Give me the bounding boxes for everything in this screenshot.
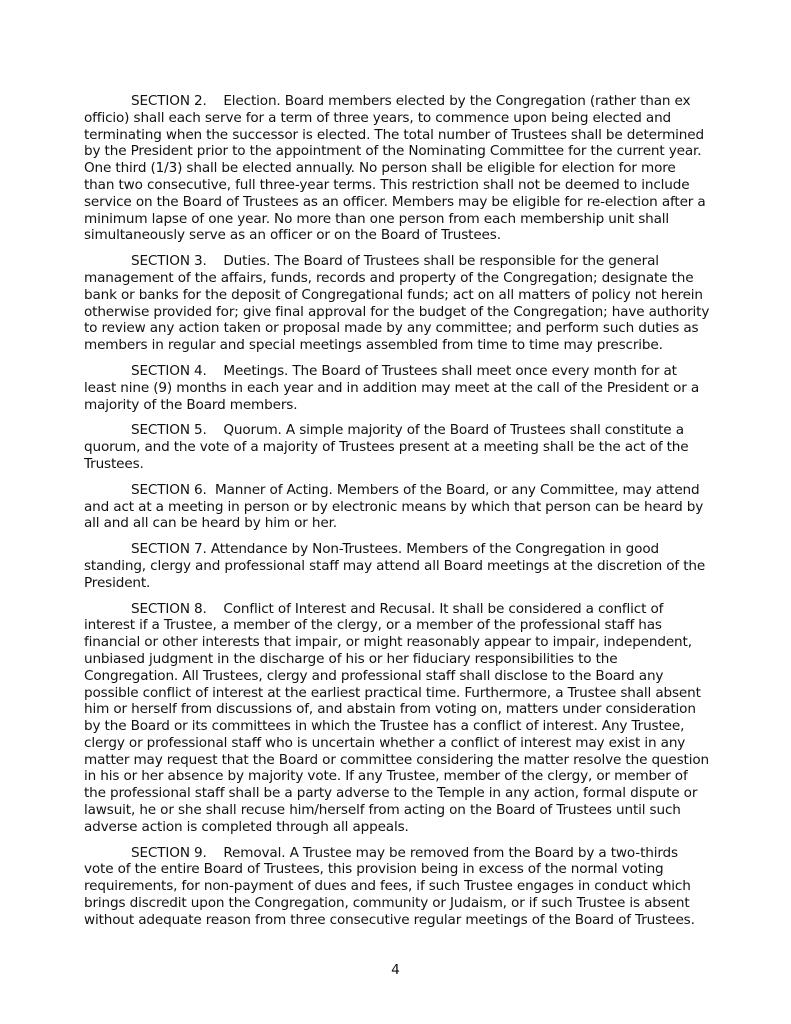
section-4-paragraph: [84, 363, 710, 413]
section-7-paragraph: [84, 541, 710, 591]
section-9-heading: SECTION 9. Removal.: [131, 844, 286, 861]
section-2-heading: SECTION 2. Election.: [131, 93, 281, 109]
section-3-paragraph: [84, 253, 710, 354]
section-6-heading: SECTION 6. Manner of Acting.: [131, 481, 333, 498]
section-3-text: The Board of Trustees shall be responsible for the general management of the affairs, funds, records and property of the Congregation; designate the bank or banks for the deposit of Congregational funds; act on all matters of policy not herein otherwise provided for; give final approval for the budget of the Congregation; have authority to review any action taken or proposal made by any committee; and perform such duties as members in regular and special meetings assembled from time to time may prescribe.: [84, 253, 710, 354]
section-2-text: Board members elected by the Congregation (rather than ex officio) shall each serve for a term of three years, to commence upon being elected and terminating when the successor is elected. The total number of Trustees shall be determined by the President prior to the appointment of the Nominating Committee for the current year. One third (1/3) shall be elected annually. No person shall be eligible for election for more than two consecutive, full three-year terms. This restriction shall not be deemed to include service on the Board of Trustees as an officer. Members may be eligible for re-election after a minimum lapse of one year. No more than one person from each membership unit shall simultaneously serve as an officer or on the Board of Trustees.: [84, 93, 706, 244]
section-6-text: Members of the Board, or any Committee, may attend and act at a meeting in person or by electronic means by which that person can be heard by all and all can be heard by him or her.: [84, 481, 704, 532]
section-8-text: It shall be considered a conflict of interest if a Trustee, a member of the clergy, or a member of the professional staff has financial or other interests that impair, or might reasonably appear to impair, independent, unbiased judgment in the discharge of his or her fiduciary responsibilities to the Congregation. All Trustees, clergy and professional staff shall disclose to the Board any possible conflict of interest at the earliest practical time. Furthermore, a Trustee shall absent him or herself from discussions of, and abstain from voting on, matters under consideration by the Board or its committees in which the Trustee has a conflict of interest. Any Trustee, clergy or professional staff who is uncertain whether a conflict of interest may exist in any matter may request that the Board or committee considering the matter resolve the question in his or her absence by majority vote. If any Trustee, member of the clergy, or member of the professional staff shall be a party adverse to the Temple in any action, formal dispute or lawsuit, he or she shall recuse him/herself from acting on the Board of Trustees until such adverse action is completed through all appeals.: [84, 600, 709, 835]
section-9-text: A Trustee may be removed from the Board by a two-thirds vote of the entire Board of Trustees, this provision being in excess of the normal voting requirements, for non-payment of dues and fees, if such Trustee engages in conduct which brings discredit upon the Congregation, community or Judaism, or if such Trustee is absent without adequate reason from three consecutive regular meetings of the Board of Trustees.: [84, 844, 695, 928]
section-5-heading: SECTION 5. Quorum.: [131, 422, 282, 439]
section-7-text: Members of the Congregation in good standing, clergy and professional staff may attend all Board meetings at the discretion of the President.: [84, 541, 706, 591]
section-3-heading: SECTION 3. Duties.: [131, 253, 271, 270]
section-6-paragraph: [84, 482, 710, 532]
section-7-heading: SECTION 7. Attendance by Non-Trustees.: [131, 541, 403, 558]
section-5-text: A simple majority of the Board of Trustees shall constitute a quorum, and the vote of a majority of Trustees present at a meeting shall be the act of the Trustees.: [84, 422, 689, 472]
section-5-paragraph: [84, 422, 710, 472]
section-4-heading: SECTION 4. Meetings.: [131, 362, 289, 379]
page-number: 4: [391, 962, 400, 978]
section-8-paragraph: [84, 601, 710, 836]
section-4-text: The Board of Trustees shall meet once every month for at least nine (9) months in each year and in addition may meet at the call of the President or a majority of the Board members.: [84, 362, 700, 413]
document-body: [84, 93, 710, 938]
section-2-paragraph: [84, 93, 710, 244]
section-8-heading: SECTION 8. Conflict of Interest and Recusal.: [131, 600, 436, 617]
section-9-paragraph: [84, 845, 710, 929]
